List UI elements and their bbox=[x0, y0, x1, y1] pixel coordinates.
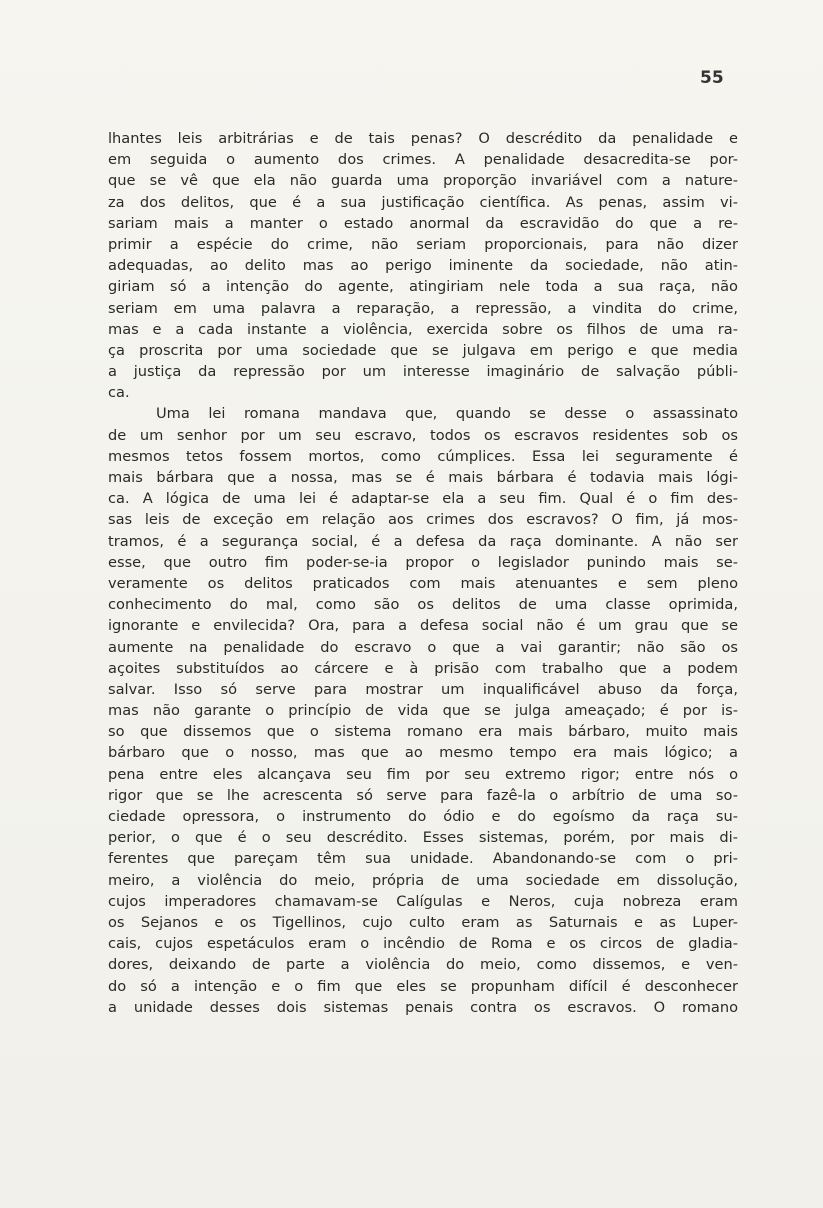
text-line: ca. A lógica de uma lei é adaptar-se ela a seu fim. Qual é o fim des- bbox=[108, 490, 738, 508]
text-line: esse, que outro fim poder-se-ia propor o legislador punindo mais se- bbox=[108, 553, 738, 571]
text-line: perior, o que é o seu descrédito. Esses sistemas, porém, por mais di- bbox=[108, 829, 738, 847]
text-line: bárbaro que o nosso, mas que ao mesmo tempo era mais lógico; a bbox=[108, 744, 738, 762]
text-line: mesmos tetos fossem mortos, como cúmplices. Essa lei seguramente é bbox=[108, 447, 738, 465]
text-line: rigor que se lhe acrescenta só serve para fazê-la o arbítrio de uma so- bbox=[108, 786, 738, 804]
text-line: sas leis de exceção em relação aos crimes dos escravos? O fim, já mos- bbox=[108, 511, 738, 529]
text-line: primir a espécie do crime, não seriam proporcionais, para não dizer bbox=[108, 235, 738, 253]
text-line: conhecimento do mal, como são os delitos de uma classe oprimida, bbox=[108, 596, 738, 614]
text-line: salvar. Isso só serve para mostrar um inqualificável abuso da força, bbox=[108, 680, 738, 698]
text-line: ça proscrita por uma sociedade que se julgava em perigo e que media bbox=[108, 341, 738, 359]
text-line: ignorante e envilecida? Ora, para a defesa social não é um grau que se bbox=[108, 617, 738, 635]
text-line: do só a intenção e o fim que eles se propunham difícil é desconhecer bbox=[108, 977, 738, 995]
text-line: cujos imperadores chamavam-se Calígulas e Neros, cuja nobreza eram bbox=[108, 892, 738, 910]
text-line: de um senhor por um seu escravo, todos os escravos residentes sob os bbox=[108, 426, 738, 444]
text-line: mas e a cada instante a violência, exercida sobre os filhos de uma ra- bbox=[108, 320, 738, 338]
text-line: pena entre eles alcançava seu fim por seu extremo rigor; entre nós o bbox=[108, 765, 738, 783]
paragraph-first-line: Uma lei romana mandava que, quando se desse o assassinato bbox=[156, 405, 738, 423]
text-line: meiro, a violência do meio, própria de uma sociedade em dissolução, bbox=[108, 871, 738, 889]
text-line: ca. bbox=[108, 384, 130, 402]
text-line: em seguida o aumento dos crimes. A penalidade desacredita-se por- bbox=[108, 151, 738, 169]
text-line: seriam em uma palavra a reparação, a repressão, a vindita do crime, bbox=[108, 299, 738, 317]
text-line: dores, deixando de parte a violência do meio, como dissemos, e ven- bbox=[108, 956, 738, 974]
text-line: sariam mais a manter o estado anormal da escravidão do que a re- bbox=[108, 214, 738, 232]
text-line: mas não garante o princípio de vida que se julga ameaçado; é por is- bbox=[108, 702, 738, 720]
text-line: mais bárbara que a nossa, mas se é mais bárbara é todavia mais lógi- bbox=[108, 469, 738, 486]
text-line: aumente na penalidade do escravo o que a vai garantir; não são os bbox=[108, 638, 738, 656]
text-line: cais, cujos espetáculos eram o incêndio de Roma e os circos de gladia- bbox=[108, 935, 738, 953]
text-line: za dos delitos, que é a sua justificação científica. As penas, assim vi- bbox=[108, 193, 738, 211]
text-line: tramos, é a segurança social, é a defesa da raça dominante. A não ser bbox=[108, 532, 738, 550]
text-line: os Sejanos e os Tigellinos, cujo culto eram as Saturnais e as Luper- bbox=[108, 913, 738, 931]
text-line: veramente os delitos praticados com mais atenuantes e sem pleno bbox=[108, 574, 738, 592]
text-line: a justiça da repressão por um interesse imaginário de salvação públi- bbox=[108, 363, 738, 381]
text-line: a unidade desses dois sistemas penais contra os escravos. O romano bbox=[108, 998, 738, 1016]
body-text bbox=[108, 128, 738, 1018]
text-line: que se vê que ela não guarda uma proporção invariável com a nature- bbox=[108, 172, 738, 190]
text-line: ferentes que pareçam têm sua unidade. Abandonando-se com o pri- bbox=[108, 850, 738, 868]
text-line: ciedade opressora, o instrumento do ódio e do egoísmo da raça su- bbox=[108, 808, 738, 825]
text-line: giriam só a intenção do agente, atingiriam nele toda a sua raça, não bbox=[108, 278, 738, 296]
text-line: açoites substituídos ao cárcere e à prisão com trabalho que a podem bbox=[108, 659, 738, 677]
text-line: so que dissemos que o sistema romano era mais bárbaro, muito mais bbox=[108, 723, 738, 741]
text-line: lhantes leis arbitrárias e de tais penas? O descrédito da penalidade e bbox=[108, 130, 738, 147]
text-line: adequadas, ao delito mas ao perigo iminente da sociedade, não atin- bbox=[108, 257, 738, 275]
page-number: 55 bbox=[700, 68, 724, 88]
